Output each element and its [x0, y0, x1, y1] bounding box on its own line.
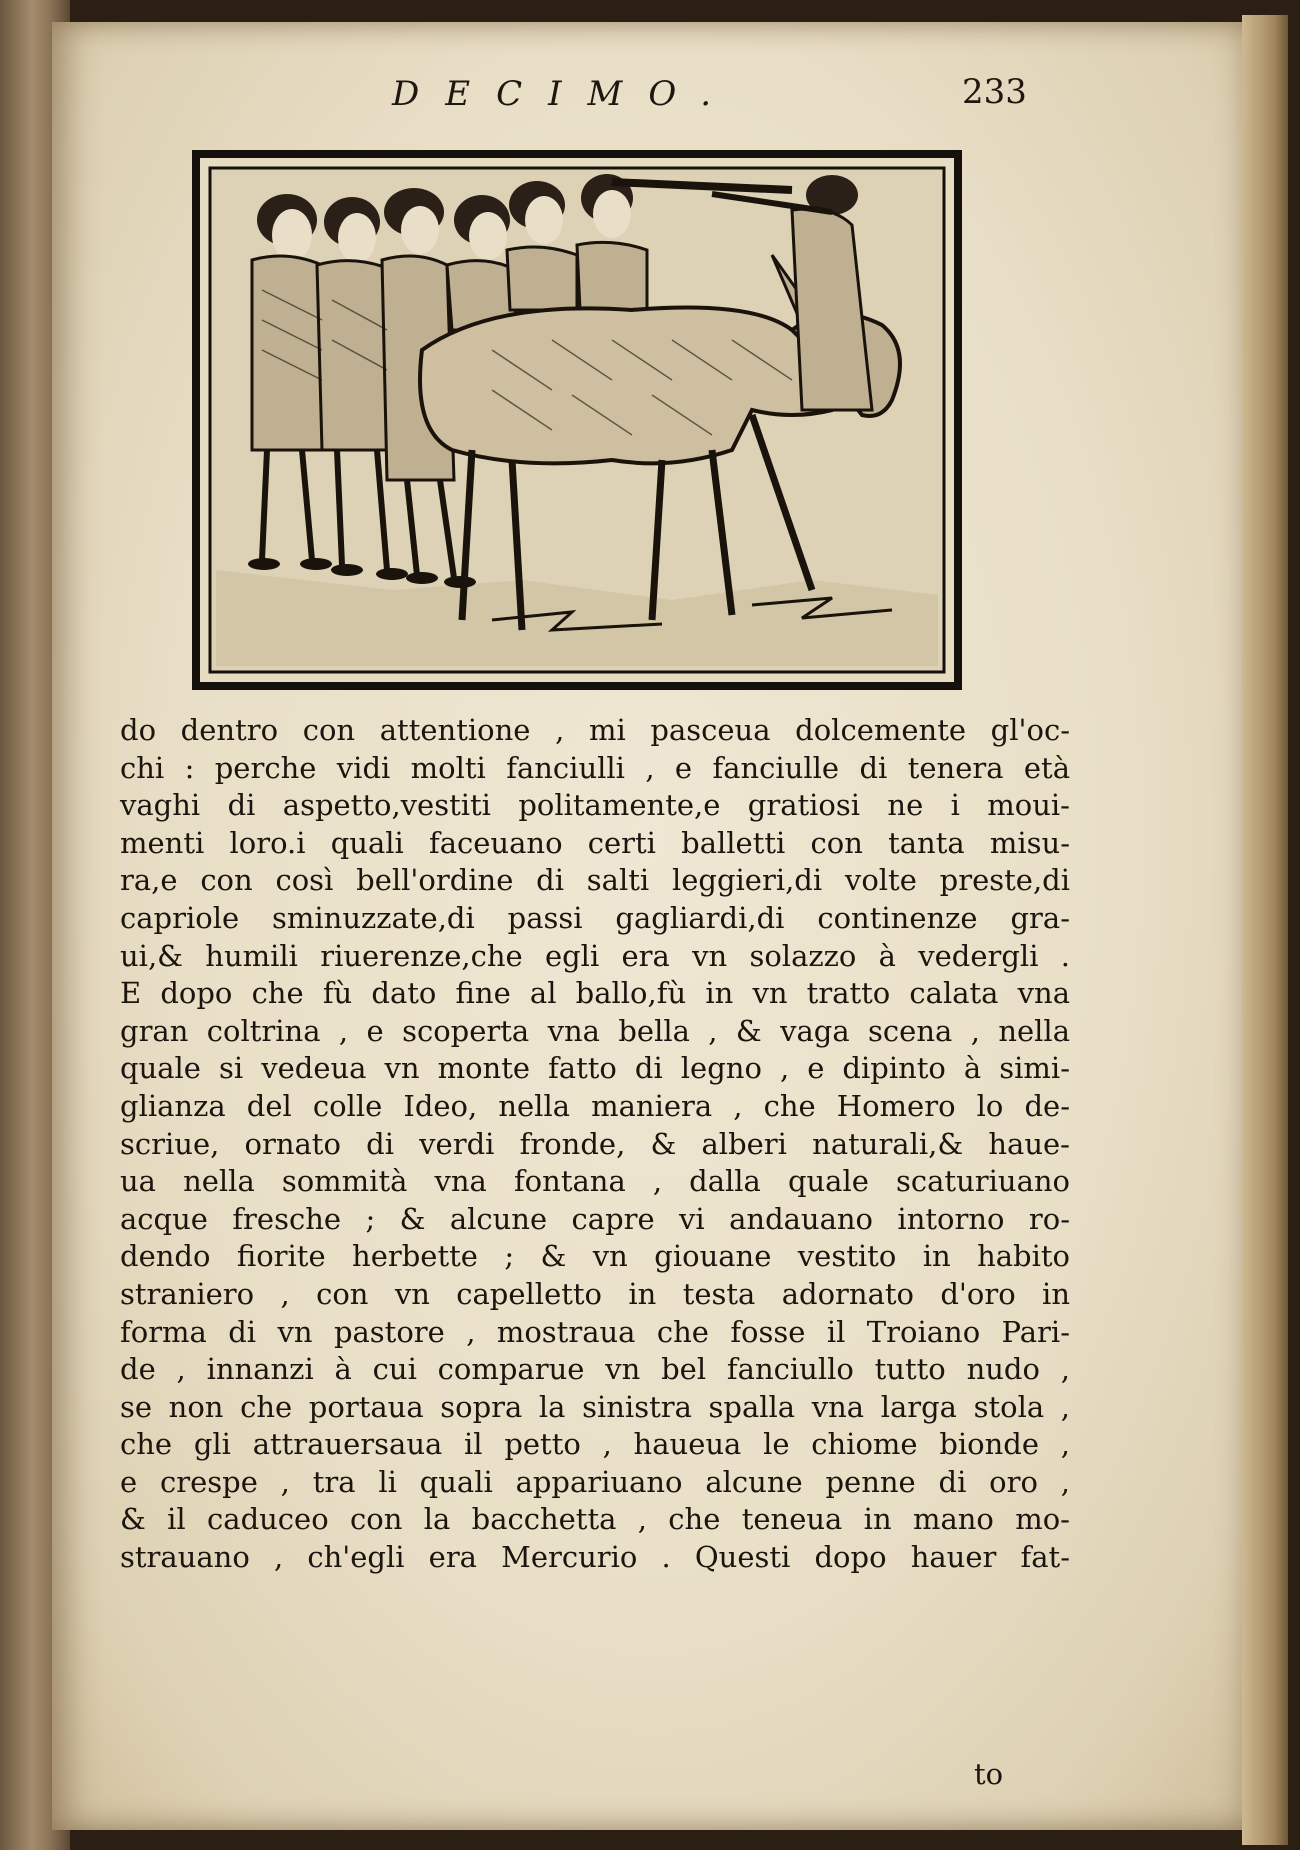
page-fore-edge — [1242, 15, 1288, 1845]
text-line: de , innanzi à cui comparue vn bel fanciullo tutto nudo , — [120, 1352, 1070, 1387]
text-line: e crespe , tra li quali appariuano alcune penne di oro , — [120, 1464, 1070, 1499]
text-line: vaghi di aspetto,vestiti politamente,e gratiosi ne i moui- — [120, 788, 1070, 823]
text-line: capriole sminuzzate,di passi gagliardi,di continenze gra- — [120, 900, 1070, 935]
text-line: gran coltrina , e scoperta vna bella , & vaga scena , nella — [120, 1013, 1070, 1048]
body-text — [120, 712, 1070, 1577]
book-page — [52, 22, 1250, 1830]
catchword: to — [974, 1757, 1004, 1791]
text-line: E dopo che fù dato fine al ballo,fù in vn tratto calata vna — [120, 976, 1070, 1011]
page-number: 233 — [962, 72, 1027, 112]
text-line: strauano , ch'egli era Mercurio . Questi dopo hauer fat- — [120, 1540, 1070, 1575]
text-line: quale si vedeua vn monte fatto di legno , e dipinto à simi- — [120, 1051, 1070, 1086]
running-head: DECIMO. — [392, 74, 738, 114]
text-line: forma di vn pastore , mostraua che fosse il Troiano Pari- — [120, 1314, 1070, 1349]
text-line: ui,& humili riuerenze,che egli era vn solazzo à vedergli . — [120, 938, 1070, 973]
text-line: straniero , con vn capelletto in testa adornato d'oro in — [120, 1276, 1070, 1311]
text-line: & il caduceo con la bacchetta , che teneua in mano mo- — [120, 1502, 1070, 1537]
text-line: scriue, ornato di verdi fronde, & alberi naturali,& haue- — [120, 1126, 1070, 1161]
text-line: dendo fiorite herbette ; & vn giouane vestito in habito — [120, 1239, 1070, 1274]
text-line: menti loro.i quali faceuano certi balletti con tanta misu- — [120, 825, 1070, 860]
text-line: ra,e con così bell'ordine di salti leggieri,di volte preste,di — [120, 863, 1070, 898]
text-line: acque fresche ; & alcune capre vi andauano intorno ro- — [120, 1201, 1070, 1236]
text-line: ua nella sommità vna fontana , dalla quale scaturiuano — [120, 1164, 1070, 1199]
text-line: se non che portaua sopra la sinistra spalla vna larga stola , — [120, 1389, 1070, 1424]
text-line: glianza del colle Ideo, nella maniera , che Homero lo de- — [120, 1088, 1070, 1123]
text-line: do dentro con attentione , mi pasceua dolcemente gl'oc- — [120, 713, 1070, 747]
woodcut-illustration — [192, 150, 962, 690]
page-header — [52, 66, 1250, 126]
text-line: chi : perche vidi molti fanciulli , e fanciulle di tenera età — [120, 750, 1070, 785]
woodcut-procession-with-donkey-icon — [192, 150, 962, 690]
text-line: che gli attrauersaua il petto , haueua le chiome bionde , — [120, 1427, 1070, 1462]
